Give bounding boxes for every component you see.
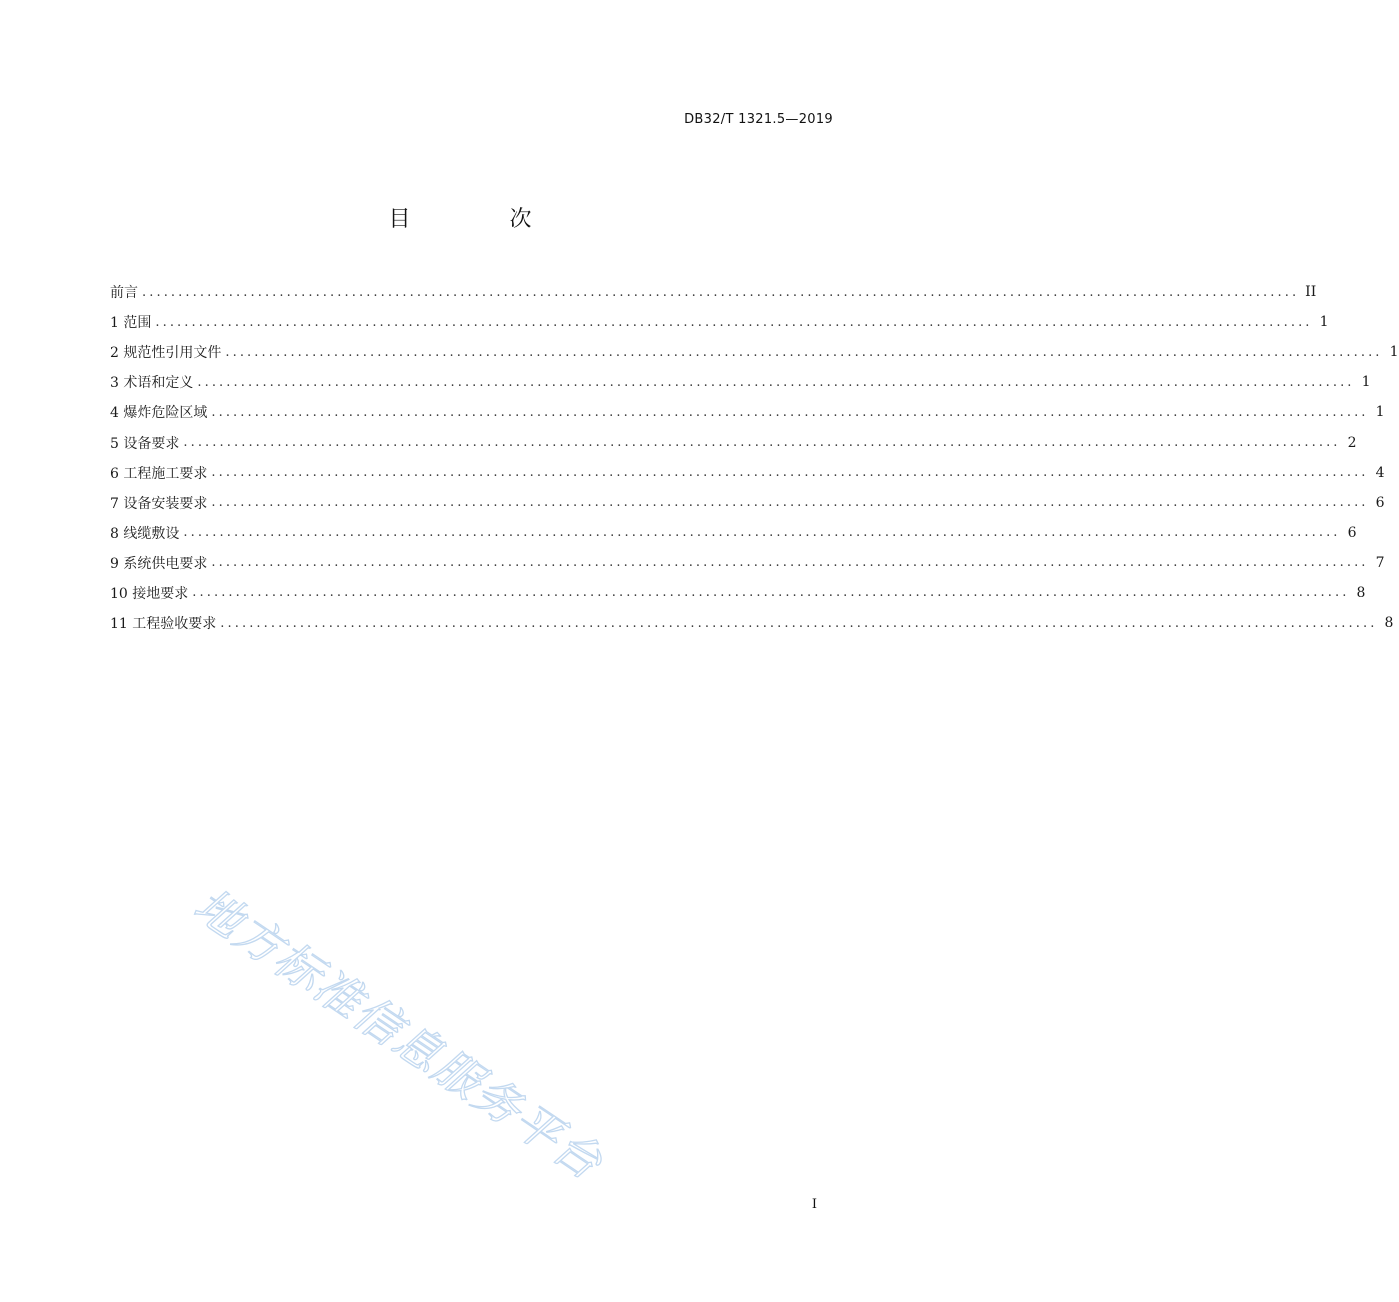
toc-item-page: 7 xyxy=(1375,554,1385,571)
page-title: 目 次 xyxy=(388,207,578,232)
toc-item-power-supply[interactable] xyxy=(110,548,1385,578)
toc-item-cable-laying[interactable] xyxy=(110,518,1357,548)
toc-item-page: 1 xyxy=(1389,344,1399,361)
toc-item-scope[interactable] xyxy=(110,307,1329,337)
toc-item-page: 6 xyxy=(1375,494,1385,511)
toc-leader-dots: ................................................................................................................................................................ xyxy=(192,585,1350,601)
toc-item-page: 1 xyxy=(1375,404,1385,421)
toc-item-acceptance[interactable] xyxy=(110,608,1394,638)
toc-item-label: 3 术语和定义 xyxy=(110,375,194,392)
toc-item-grounding[interactable] xyxy=(110,578,1366,608)
toc-item-label: 9 系统供电要求 xyxy=(110,555,208,572)
toc-item-explosion-hazard-areas[interactable] xyxy=(110,397,1385,427)
toc-leader-dots: ................................................................................................................................................................ xyxy=(211,465,1369,481)
toc-item-construction-requirements[interactable] xyxy=(110,458,1385,488)
toc-item-page: 1 xyxy=(1319,314,1329,331)
table-of-contents xyxy=(110,277,1399,638)
watermark: 地方标准信息服务平台 xyxy=(184,877,613,1191)
toc-item-page: II xyxy=(1305,284,1317,301)
toc-item-page: 8 xyxy=(1356,584,1366,601)
toc-item-label: 10 接地要求 xyxy=(110,585,189,602)
toc-item-page: 1 xyxy=(1361,374,1371,391)
toc-item-label: 1 范围 xyxy=(110,315,152,332)
toc-item-installation-requirements[interactable] xyxy=(110,488,1385,518)
toc-item-page: 4 xyxy=(1375,464,1385,481)
toc-leader-dots: ................................................................................................................................................................ xyxy=(220,615,1378,631)
toc-item-terms-definitions[interactable] xyxy=(110,367,1371,397)
toc-item-label: 6 工程施工要求 xyxy=(110,465,208,482)
toc-leader-dots: ................................................................................................................................................................ xyxy=(211,555,1369,571)
standard-code: DB32/T 1321.5—2019 xyxy=(684,112,833,127)
toc-item-page: 2 xyxy=(1347,434,1357,451)
toc-item-label: 前言 xyxy=(110,285,138,302)
toc-leader-dots: ................................................................................................................................................................ xyxy=(142,284,1300,300)
toc-item-equipment-requirements[interactable] xyxy=(110,427,1357,457)
toc-leader-dots: ................................................................................................................................................................ xyxy=(183,525,1341,541)
toc-leader-dots: ................................................................................................................................................................ xyxy=(225,344,1383,360)
toc-item-label: 11 工程验收要求 xyxy=(110,616,217,633)
toc-leader-dots: ................................................................................................................................................................ xyxy=(183,435,1341,451)
toc-item-label: 4 爆炸危险区域 xyxy=(110,405,208,422)
toc-item-normative-references[interactable] xyxy=(110,337,1399,367)
toc-item-label: 7 设备安装要求 xyxy=(110,495,208,512)
page-number: I xyxy=(811,1197,817,1212)
toc-leader-dots: ................................................................................................................................................................ xyxy=(211,495,1369,511)
toc-leader-dots: ................................................................................................................................................................ xyxy=(155,314,1313,330)
toc-item-page: 8 xyxy=(1384,615,1394,632)
toc-item-label: 8 线缆敷设 xyxy=(110,525,180,542)
toc-item-label: 5 设备要求 xyxy=(110,435,180,452)
toc-item-foreword[interactable] xyxy=(110,277,1317,307)
toc-leader-dots: ................................................................................................................................................................ xyxy=(211,404,1369,420)
toc-item-label: 2 规范性引用文件 xyxy=(110,345,222,362)
toc-item-page: 6 xyxy=(1347,524,1357,541)
toc-leader-dots: ................................................................................................................................................................ xyxy=(197,374,1355,390)
